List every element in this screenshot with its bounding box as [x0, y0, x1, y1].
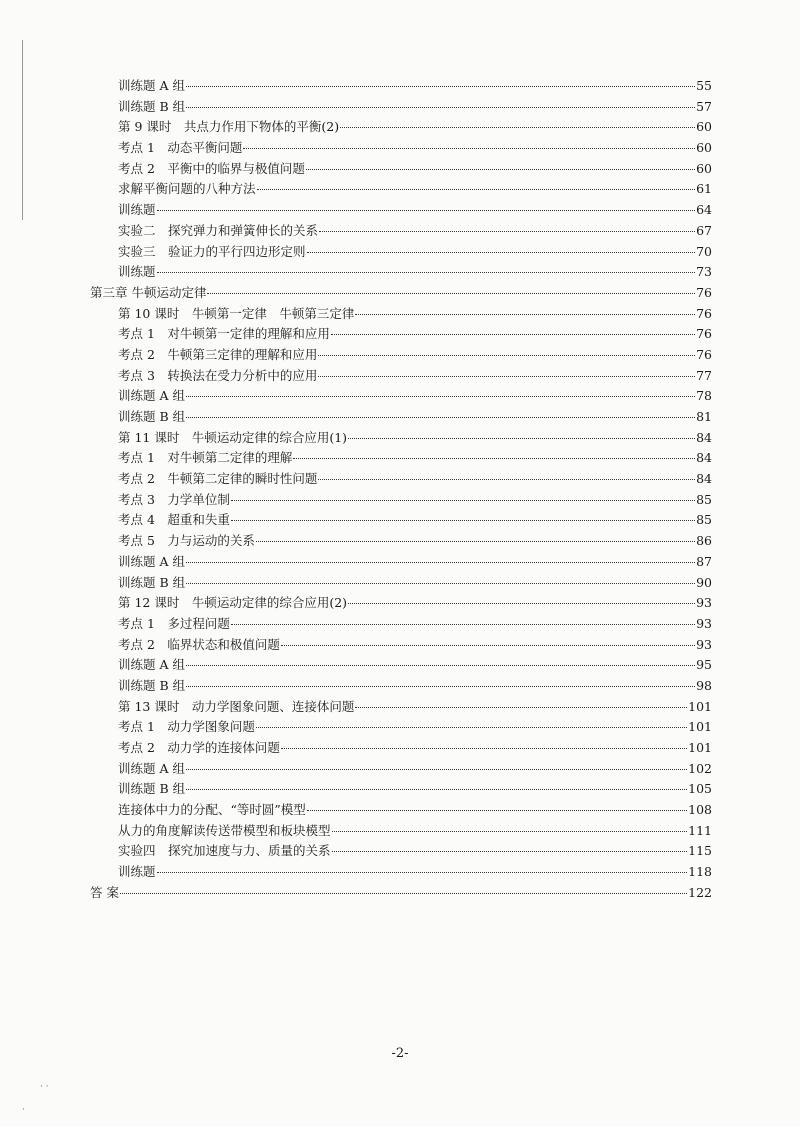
toc-entry: [90, 841, 712, 862]
toc-entry-page: 86: [696, 533, 712, 549]
toc-leader-dots: [318, 375, 695, 377]
toc-entry-page: 95: [696, 657, 712, 673]
toc-entry: [90, 779, 712, 800]
toc-entry: [90, 407, 712, 428]
toc-entry: [90, 117, 712, 138]
toc-entry-title: 考点 1 对牛顿第一定律的理解和应用: [118, 326, 330, 342]
toc-leader-dots: [186, 416, 695, 418]
toc-leader-dots: [306, 168, 695, 170]
toc-leader-dots: [348, 602, 695, 604]
toc-entry-page: 77: [696, 367, 712, 383]
toc-entry-page: 76: [696, 346, 712, 362]
toc-leader-dots: [157, 209, 696, 211]
toc-leader-dots: [340, 126, 695, 128]
toc-leader-dots: [186, 788, 687, 790]
toc-leader-dots: [332, 850, 688, 852]
toc-leader-dots: [231, 499, 695, 501]
toc-leader-dots: [281, 747, 687, 749]
toc-leader-dots: [256, 540, 695, 542]
toc-entry-page: 61: [696, 181, 712, 197]
toc-entry-title: 第三章 牛顿运动定律: [90, 284, 207, 300]
toc-entry-title: 训练题 A 组: [118, 657, 185, 673]
toc-leader-dots: [293, 457, 695, 459]
toc-entry-page: 108: [688, 802, 712, 818]
toc-entry-page: 67: [696, 222, 712, 238]
toc-leader-dots: [186, 685, 695, 687]
toc-entry-page: 70: [696, 243, 712, 259]
toc-leader-dots: [257, 188, 696, 190]
toc-entry-title: 考点 1 动态平衡问题: [118, 140, 243, 156]
toc-entry-page: 73: [696, 264, 712, 280]
toc-entry-title: 训练题 B 组: [118, 677, 186, 693]
toc-leader-dots: [186, 85, 695, 87]
toc-entry-page: 76: [696, 326, 712, 342]
toc-entry-page: 101: [688, 740, 712, 755]
toc-entry: [90, 821, 712, 842]
toc-leader-dots: [231, 519, 695, 521]
toc-entry-title: 考点 2 牛顿第三定律的理解和应用: [118, 346, 318, 362]
toc-leader-dots: [256, 726, 687, 728]
toc-leader-dots: [307, 809, 687, 811]
toc-entry: [90, 283, 712, 304]
toc-entry-title: 考点 2 临界状态和极值问题: [118, 636, 280, 652]
toc-entry-title: 训练题 A 组: [118, 78, 185, 93]
toc-entry-title: 实验四 探究加速度与力、质量的关系: [118, 843, 331, 859]
toc-entry-title: 考点 3 转换法在受力分析中的应用: [118, 367, 318, 383]
toc-entry-page: 85: [696, 491, 712, 507]
toc-entry: [90, 635, 712, 656]
toc-entry-page: 55: [696, 78, 712, 93]
toc-entry-title: 训练题 A 组: [118, 388, 185, 404]
toc-entry-title: 训练题 B 组: [118, 781, 186, 797]
toc-entry-page: 76: [696, 305, 712, 321]
toc-entry: [90, 366, 712, 387]
toc-entry-title: 训练题 A 组: [118, 553, 185, 569]
toc-entry: [90, 242, 712, 263]
scan-speck: ·: [22, 1105, 25, 1115]
toc-entry-title: 训练题 B 组: [118, 98, 186, 114]
toc-entry-page: 81: [696, 409, 712, 424]
toc-entry: [90, 717, 712, 738]
toc-entry: [90, 469, 712, 490]
toc-entry: [90, 593, 712, 614]
toc-entry-title: 考点 4 超重和失重: [118, 512, 230, 528]
toc-entry-page: 76: [696, 284, 712, 300]
toc-leader-dots: [281, 644, 695, 646]
toc-entry-page: 60: [696, 140, 712, 156]
toc-leader-dots: [186, 664, 695, 666]
toc-entry: [90, 324, 712, 345]
toc-entry-title: 训练题: [118, 202, 156, 218]
toc-leader-dots: [318, 478, 695, 480]
toc-entry-page: 78: [696, 388, 712, 404]
toc-entry: [90, 531, 712, 552]
toc-entry-title: 第 9 课时 共点力作用下物体的平衡(2): [118, 119, 340, 135]
toc-entry-title: 考点 2 平衡中的临界与极值问题: [118, 160, 305, 176]
toc-leader-dots: [319, 230, 695, 232]
toc-leader-dots: [207, 292, 695, 294]
toc-entry: [90, 345, 712, 366]
toc-entry-page: 84: [696, 429, 712, 445]
toc-entry: [90, 573, 712, 594]
toc-entry: [90, 614, 712, 635]
toc-leader-dots: [355, 313, 695, 315]
toc-entry-title: 实验二 探究弹力和弹簧伸长的关系: [118, 222, 319, 238]
toc-entry: [90, 448, 712, 469]
toc-entry: [90, 490, 712, 511]
toc-entry: [90, 138, 712, 159]
toc-leader-dots: [231, 623, 695, 625]
toc-leader-dots: [355, 706, 687, 708]
toc-entry-title: 训练题 B 组: [118, 574, 186, 590]
toc-entry: [90, 552, 712, 573]
toc-entry: [90, 179, 712, 200]
toc-entry-title: 考点 2 牛顿第二定律的瞬时性问题: [118, 471, 318, 487]
toc-entry-title: 考点 3 力学单位制: [118, 491, 230, 507]
toc-entry-title: 实验三 验证力的平行四边形定则: [118, 243, 306, 259]
toc-leader-dots: [307, 251, 696, 253]
scan-speck: · ·: [40, 1082, 49, 1092]
toc-entry-page: 90: [696, 574, 712, 590]
toc-entry: [90, 697, 712, 718]
toc-entry-title: 第 13 课时 动力学图象问题、连接体问题: [118, 698, 355, 714]
toc-leader-dots: [186, 106, 695, 108]
toc-entry-page: 93: [696, 636, 712, 652]
toc-entry: [90, 883, 712, 904]
toc-leader-dots: [243, 147, 695, 149]
toc-entry: [90, 428, 712, 449]
toc-entry-page: 102: [688, 760, 712, 776]
toc-entry: [90, 97, 712, 118]
toc-entry: [90, 200, 712, 221]
toc-leader-dots: [120, 892, 687, 894]
toc-entry: [90, 676, 712, 697]
toc-entry-title: 训练题: [118, 264, 156, 280]
toc-entry-title: 答 案: [90, 884, 119, 900]
toc-entry-page: 118: [688, 864, 712, 880]
toc-entry-page: 105: [688, 781, 712, 797]
table-of-contents: [90, 76, 712, 904]
toc-leader-dots: [157, 271, 696, 273]
toc-leader-dots: [332, 830, 688, 832]
toc-entry-page: 85: [696, 512, 712, 528]
toc-entry-page: 93: [696, 595, 712, 611]
toc-entry-title: 连接体中力的分配、“等时圆”模型: [118, 802, 306, 818]
toc-entry: [90, 510, 712, 531]
toc-entry: [90, 262, 712, 283]
toc-entry-title: 第 11 课时 牛顿运动定律的综合应用(1): [118, 429, 348, 445]
toc-entry-page: 115: [688, 843, 712, 859]
toc-entry-title: 考点 2 动力学的连接体问题: [118, 740, 280, 755]
toc-entry: [90, 159, 712, 180]
toc-entry-page: 98: [696, 677, 712, 693]
toc-entry-page: 101: [688, 719, 712, 735]
toc-entry: [90, 738, 712, 759]
toc-entry-title: 考点 1 多过程问题: [118, 615, 230, 631]
page-number: -2-: [391, 1046, 409, 1061]
toc-leader-dots: [318, 354, 695, 356]
toc-leader-dots: [157, 871, 688, 873]
toc-entry-page: 84: [696, 471, 712, 487]
toc-leader-dots: [186, 561, 695, 563]
toc-entry-title: 求解平衡问题的八种方法: [118, 181, 256, 197]
toc-entry: [90, 800, 712, 821]
toc-entry: [90, 386, 712, 407]
toc-entry: [90, 655, 712, 676]
toc-entry: [90, 759, 712, 780]
toc-entry: [90, 221, 712, 242]
toc-entry: [90, 76, 712, 97]
toc-entry-title: 训练题: [118, 864, 156, 880]
toc-entry-page: 57: [696, 98, 712, 114]
toc-entry-page: 87: [696, 553, 712, 569]
scan-edge-line: [22, 40, 23, 220]
toc-entry-page: 84: [696, 450, 712, 466]
toc-leader-dots: [331, 333, 695, 335]
toc-entry: [90, 304, 712, 325]
toc-entry-title: 训练题 B 组: [118, 409, 186, 424]
toc-leader-dots: [186, 395, 695, 397]
toc-entry-page: 101: [688, 698, 712, 714]
toc-entry-page: 64: [696, 202, 712, 218]
toc-leader-dots: [186, 768, 687, 770]
toc-entry-page: 111: [688, 822, 712, 838]
toc-entry-page: 60: [696, 119, 712, 135]
toc-entry-title: 考点 5 力与运动的关系: [118, 533, 255, 549]
toc-entry-title: 训练题 A 组: [118, 760, 185, 776]
toc-entry-page: 122: [688, 884, 712, 900]
toc-entry-page: 60: [696, 160, 712, 176]
toc-leader-dots: [348, 437, 695, 439]
toc-leader-dots: [186, 582, 695, 584]
toc-entry-title: 考点 1 对牛顿第二定律的理解: [118, 450, 293, 466]
toc-entry: [90, 862, 712, 883]
toc-entry-title: 从力的角度解读传送带模型和板块模型: [118, 822, 331, 838]
toc-entry-title: 第 10 课时 牛顿第一定律 牛顿第三定律: [118, 305, 355, 321]
toc-entry-title: 第 12 课时 牛顿运动定律的综合应用(2): [118, 595, 348, 611]
toc-entry-title: 考点 1 动力学图象问题: [118, 719, 255, 735]
toc-entry-page: 93: [696, 615, 712, 631]
